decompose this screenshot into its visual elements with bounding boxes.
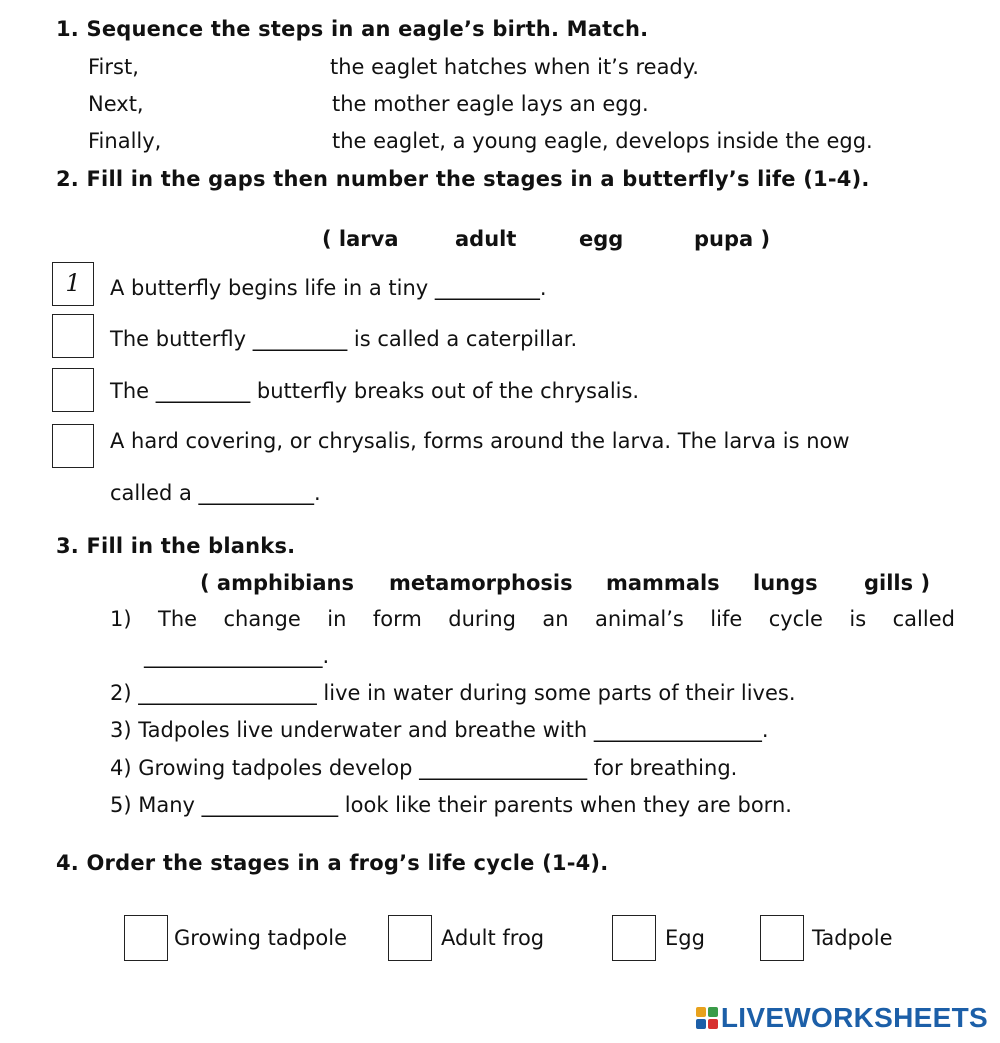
q4-option-adult-frog: Adult frog [441,926,545,950]
q1-left-3: Finally, [88,129,162,153]
q1-left-1: First, [88,55,139,79]
q2-number-box-4[interactable] [52,424,94,468]
q3-item-1-word: in [327,607,347,631]
logo-text: LIVEWORKSHEETS [720,1002,988,1033]
q3-item-1-word: life [710,607,743,631]
q3-item-1-word: form [372,607,422,631]
q2-number-box-3[interactable] [52,368,94,412]
q1-right-1[interactable]: the eaglet hatches when it’s ready. [330,55,699,79]
liveworksheets-logo[interactable] [696,1002,988,1034]
q3-item-1-word: called [892,607,955,631]
q2-number-box-1[interactable]: 1 [52,262,94,306]
q3-item-5: 5) Many _____________ look like their parents when they are born. [110,793,792,817]
q2-bank-pupa: pupa ) [694,227,771,251]
q3-item-1-word: animal’s [595,607,684,631]
q3-item-1-word: during [448,607,516,631]
q2-bank-adult: adult [455,227,517,251]
q3-bank-metamorphosis: metamorphosis [389,571,573,595]
q4-order-box-adult-frog[interactable] [388,915,432,961]
q1-right-3[interactable]: the eaglet, a young eagle, develops inside the egg. [332,129,873,153]
q2-item-3: The _________ butterfly breaks out of the chrysalis. [110,379,640,403]
q4-order-box-egg[interactable] [612,915,656,961]
q2-bank-egg: egg [579,227,624,251]
q2-number-box-2[interactable] [52,314,94,358]
q4-order-box-growing-tadpole[interactable] [124,915,168,961]
q2-item-2: The butterfly _________ is called a caterpillar. [110,327,578,351]
q2-item-1: A butterfly begins life in a tiny __________. [110,276,547,300]
q4-order-box-tadpole[interactable] [760,915,804,961]
q2-item-4-cont: called a ___________. [110,481,321,505]
q4-option-egg: Egg [665,926,705,950]
q3-item-1-word: The [158,607,198,631]
q3-bank-mammals: mammals [606,571,720,595]
q1-heading: 1. Sequence the steps in an eagle’s birth. Match. [56,17,649,41]
q3-item-1-cont: _________________. [144,644,330,668]
q3-item-1-word: is [849,607,867,631]
q1-right-2[interactable]: the mother eagle lays an egg. [332,92,649,116]
q4-heading: 4. Order the stages in a frog’s life cycle (1-4). [56,851,609,875]
q3-item-1-word: change [223,607,301,631]
q3-item-2: 2) _________________ live in water during some parts of their lives. [110,681,796,705]
q3-bank-amphibians: ( amphibians [200,571,354,595]
q3-item-4: 4) Growing tadpoles develop ________________ for breathing. [110,756,738,780]
q3-item-1-word: an [542,607,569,631]
q4-option-growing-tadpole: Growing tadpole [174,926,347,950]
q3-heading: 3. Fill in the blanks. [56,534,296,558]
logo-icon [696,1007,718,1029]
q3-bank-lungs: lungs [753,571,818,595]
q2-item-4: A hard covering, or chrysalis, forms around the larva. The larva is now [110,429,850,453]
q3-item-1-word: cycle [768,607,823,631]
q1-left-2: Next, [88,92,144,116]
q3-item-3: 3) Tadpoles live underwater and breathe with ________________. [110,718,769,742]
q2-heading: 2. Fill in the gaps then number the stages in a butterfly’s life (1-4). [56,167,870,191]
q3-item-1 [110,607,955,631]
q4-option-tadpole: Tadpole [812,926,893,950]
q2-bank-larva: ( larva [322,227,399,251]
q3-item-1-word: 1) [110,607,132,631]
q3-bank-gills: gills ) [864,571,931,595]
